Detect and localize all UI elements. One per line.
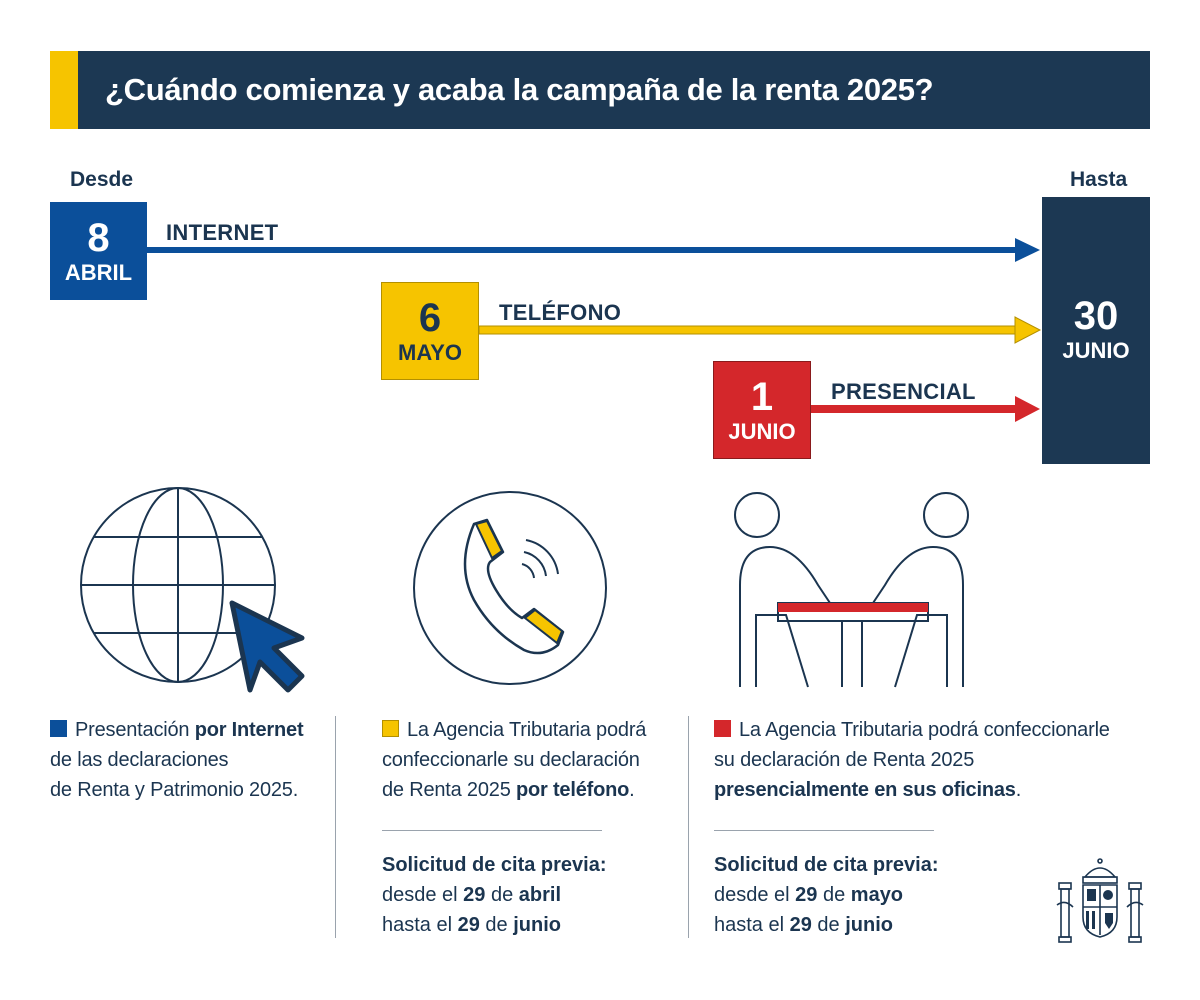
- internet-start-date: [50, 202, 147, 300]
- channel-presencial-label: PRESENCIAL: [831, 379, 976, 404]
- presencial-bullet: [714, 720, 731, 737]
- presencial-description: La Agencia Tributaria podrá confeccionarle su declaración de Renta 2025 presencialmente en sus oficinas.: [714, 719, 1110, 801]
- phone-appointment: Solicitud de cita previa: desde el 29 de abril hasta el 29 de junio: [382, 854, 607, 936]
- from-label: Desde: [70, 168, 134, 191]
- internet-start-day: 8: [87, 216, 110, 260]
- presencial-appointment: Solicitud de cita previa: desde el 29 de mayo hasta el 29 de junio: [714, 854, 939, 936]
- phone-separator: [382, 830, 602, 831]
- phone-start-month: MAYO: [398, 340, 462, 365]
- to-label: Hasta: [1070, 168, 1128, 191]
- phone-start-date: [381, 282, 479, 380]
- end-date: [1042, 197, 1150, 464]
- meeting-icon: [720, 485, 980, 690]
- presencial-start-date: [713, 361, 811, 459]
- presencial-start-month: JUNIO: [728, 419, 796, 444]
- presencial-separator: [714, 830, 934, 831]
- phone-description: La Agencia Tributaria podrá confeccionarle su declaración de Renta 2025 por teléfono.: [382, 719, 647, 801]
- end-month: JUNIO: [1062, 338, 1130, 363]
- column-separator-2: [688, 716, 689, 938]
- end-day: 30: [1073, 294, 1119, 338]
- internet-bullet: [50, 720, 67, 737]
- coat-of-arms-icon: [1055, 855, 1145, 945]
- phone-start-day: 6: [418, 296, 442, 340]
- internet-start-month: ABRIL: [64, 260, 133, 285]
- globe-cursor-icon: [70, 485, 320, 700]
- internet-description: Presentación por Internet de las declaraciones de Renta y Patrimonio 2025.: [50, 719, 304, 801]
- page-title: ¿Cuándo comienza y acaba la campaña de la renta 2025?: [105, 72, 934, 107]
- presencial-start-day: 1: [750, 375, 774, 419]
- phone-bullet: [382, 720, 399, 737]
- column-separator-1: [335, 716, 336, 938]
- channel-phone-label: TELÉFONO: [499, 300, 622, 325]
- internet-arrow: [147, 238, 1040, 262]
- phone-icon: [412, 490, 612, 690]
- channel-internet-label: INTERNET: [166, 220, 279, 245]
